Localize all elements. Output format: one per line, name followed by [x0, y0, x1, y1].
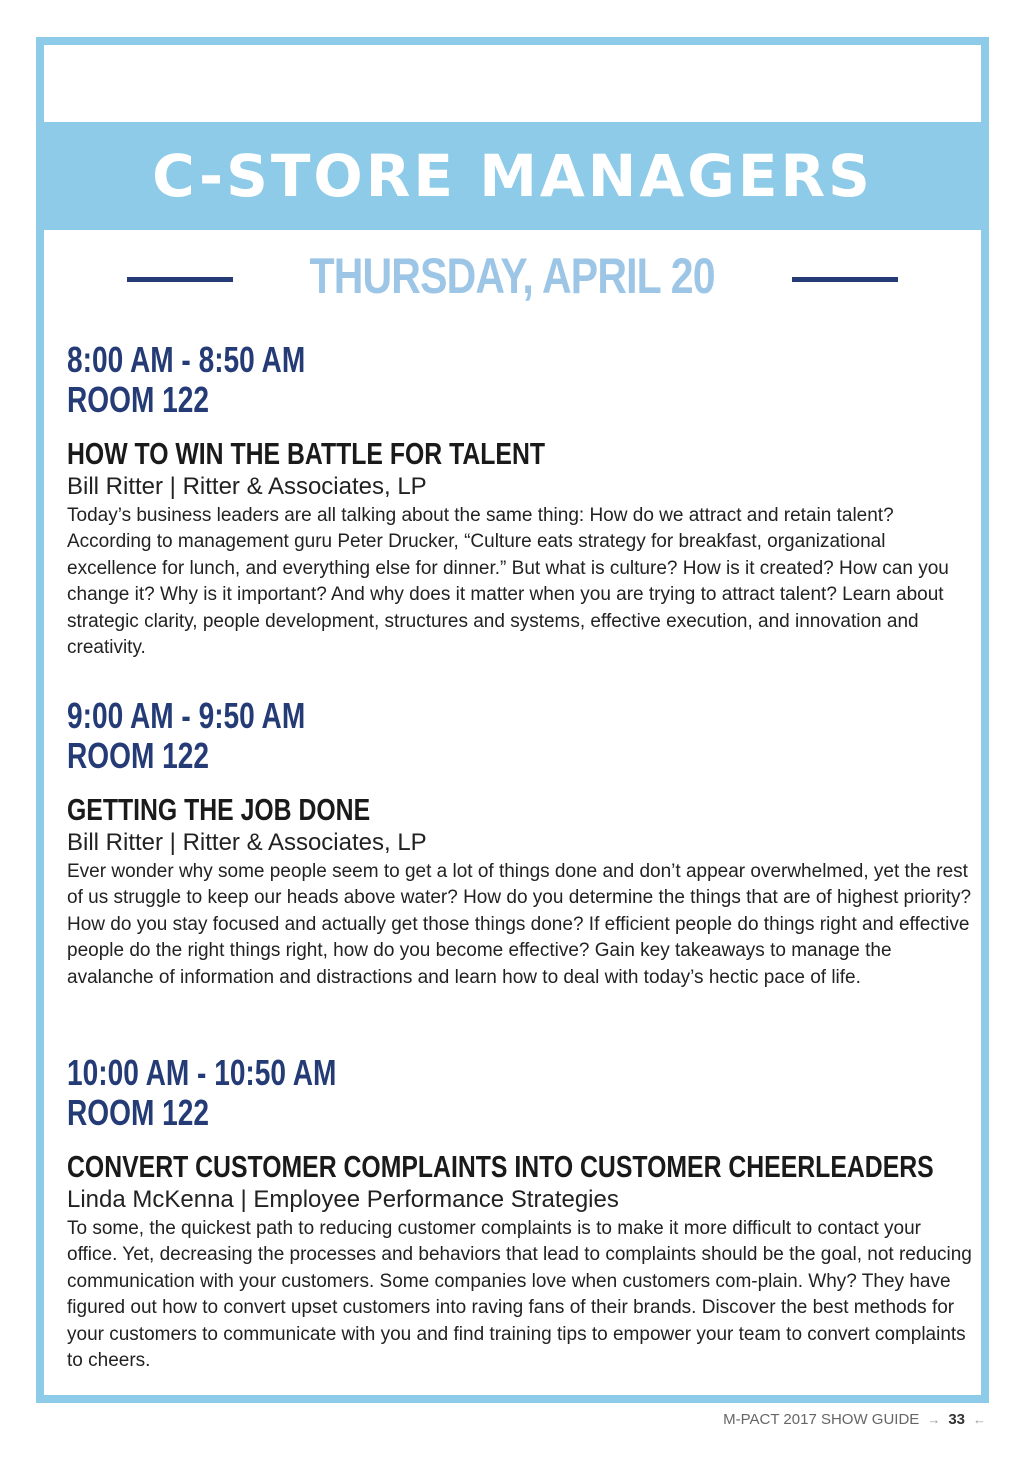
session-speaker: Bill Ritter | Ritter & Associates, LP: [67, 473, 427, 500]
date-row: [44, 244, 981, 308]
date-heading: THURSDAY, APRIL 20: [309, 248, 716, 304]
session-time: 8:00 AM - 8:50 AM: [67, 339, 306, 380]
arrow-right-icon: →: [927, 1412, 941, 1427]
session-description: Today’s business leaders are all talking about the same thing: How do we attract and retain talent? According to management guru Peter Drucker, “Culture eats strategy for breakfast, organizational excellence for lunch, and everything else for dinner.” But what is culture? How is it created? How can you change it? Why is it important? And why does it matter when you are trying to attract talent? Learn about strategic clarity, people development, structures and systems, effective execution, and innovation and creativity.: [67, 505, 949, 659]
session-2: [67, 695, 972, 991]
date-rule-left: [127, 277, 233, 282]
page-footer: [723, 1411, 986, 1428]
session-speaker: Linda McKenna | Employee Performance Strategies: [67, 1186, 619, 1213]
session-1: [67, 340, 967, 661]
session-room: ROOM 122: [67, 735, 210, 776]
section-title: C-STORE MANAGERS: [152, 142, 873, 210]
session-title: CONVERT CUSTOMER COMPLAINTS INTO CUSTOMER CHEERLEADERS: [67, 1149, 934, 1184]
session-title: GETTING THE JOB DONE: [67, 792, 371, 827]
session-room: ROOM 122: [67, 1092, 210, 1133]
section-banner: [44, 122, 981, 230]
session-room: ROOM 122: [67, 379, 210, 420]
session-time: 10:00 AM - 10:50 AM: [67, 1052, 337, 1093]
footer-guide-name: M-PACT 2017 SHOW GUIDE: [723, 1411, 920, 1428]
session-description: Ever wonder why some people seem to get a lot of things done and don’t appear overwhelmed, yet the rest of us struggle to keep our heads above water? How do you determine the things that are of highest priority? How do you stay focused and actually get those things done? If efficient people do things right and effective people do the right things right, how do you become effective? Gain key takeaways to manage the avalanche of information and distractions and learn how to deal with today’s hectic pace of life.: [67, 861, 972, 988]
session-speaker: Bill Ritter | Ritter & Associates, LP: [67, 829, 427, 856]
session-title: HOW TO WIN THE BATTLE FOR TALENT: [67, 436, 546, 471]
arrow-left-icon: ←: [973, 1412, 986, 1427]
page-number: 33: [948, 1411, 965, 1428]
date-rule-right: [792, 277, 898, 282]
session-time: 9:00 AM - 9:50 AM: [67, 695, 306, 736]
session-description: To some, the quickest path to reducing customer complaints is to make it more difficult to contact your office. Yet, decreasing the processes and behaviors that lead to complaints should be the goal, not reducing communication with your customers. Some companies love when customers com-plain. Why? They have figured out how to convert upset customers into raving fans of their brands. Discover the best methods for your customers to communicate with you and find training tips to empower your team to convert complaints to cheers.: [67, 1218, 972, 1372]
session-3: [67, 1052, 972, 1374]
